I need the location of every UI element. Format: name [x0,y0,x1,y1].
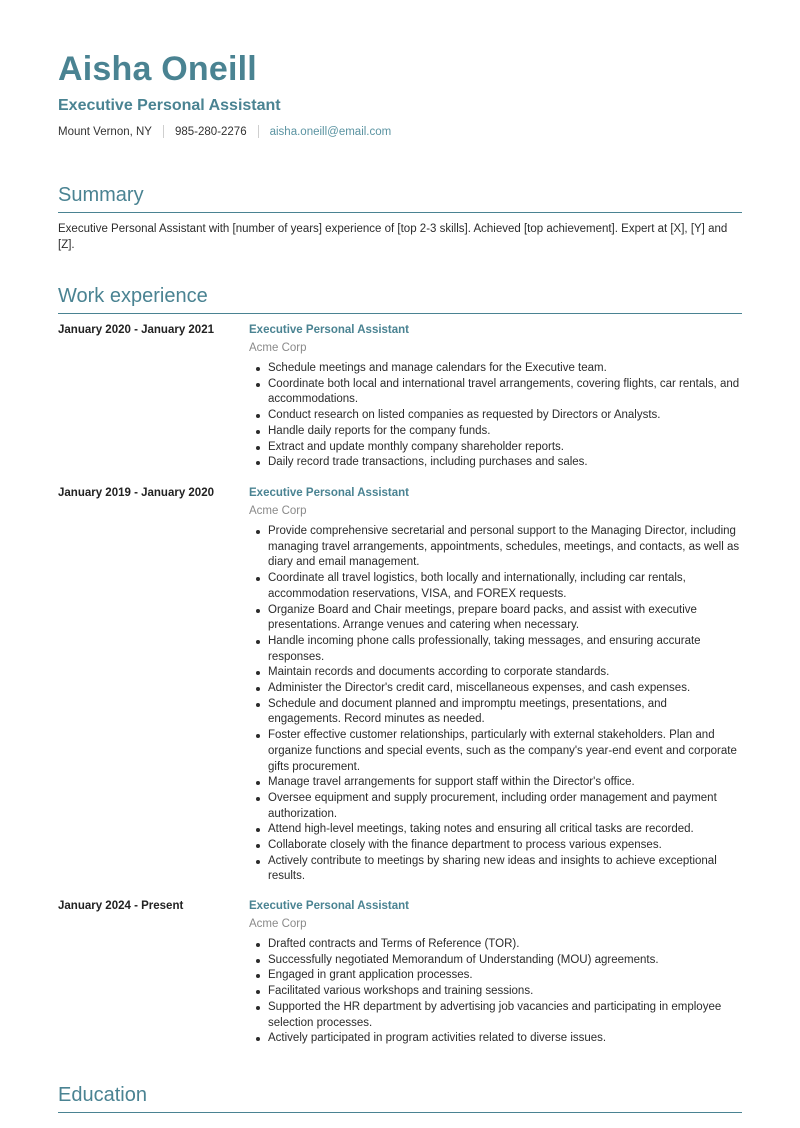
bullet-item: Extract and update monthly company shareholder reports. [249,440,742,456]
summary-section-header [58,184,742,213]
candidate-name: Aisha Oneill [58,50,257,88]
bullet-item: Provide comprehensive secretarial and personal support to the Managing Director, including managing travel arrangements, appointments, schedules, meetings, and contacts, as well as diary and email management. [249,524,742,571]
job-company: Acme Corp [249,505,307,517]
section-divider [58,212,742,213]
bullet-item: Facilitated various workshops and training sessions. [249,984,742,1000]
job-bullets [249,524,742,885]
bullet-item: Organize Board and Chair meetings, prepare board packs, and assist with executive presentations. Arrange venues and catering when necessary. [249,603,742,634]
bullet-item: Conduct research on listed companies as requested by Directors or Analysts. [249,408,742,424]
bullet-item: Drafted contracts and Terms of Reference (TOR). [249,937,742,953]
job-detail [249,487,742,885]
candidate-title: Executive Personal Assistant [58,97,281,114]
education-section-header [58,1084,742,1113]
contact-divider [258,125,259,138]
bullet-item: Schedule and document planned and impromptu meetings, presentations, and engagements. Record minutes as needed. [249,697,742,728]
bullet-item: Actively participated in program activities related to diverse issues. [249,1031,742,1047]
job-bullets [249,361,742,471]
experience-heading: Work experience [58,285,208,307]
bullet-item: Schedule meetings and manage calendars for the Executive team. [249,361,742,377]
job-role: Executive Personal Assistant [249,324,410,336]
bullet-item: Supported the HR department by advertising job vacancies and participating in employee selection processes. [249,1000,742,1031]
bullet-item: Maintain records and documents according to corporate standards. [249,665,742,681]
bullet-item: Foster effective customer relationships, particularly with external stakeholders. Plan and organize functions and special events, such as the company's year-end event and corporate gifts procurement. [249,728,742,775]
bullet-item: Actively contribute to meetings by sharing new ideas and insights to achieve exceptional results. [249,854,742,885]
summary-heading: Summary [58,184,144,206]
job-role: Executive Personal Assistant [249,487,410,499]
job-role: Executive Personal Assistant [249,900,410,912]
summary-text: Executive Personal Assistant with [number of years] experience of [top 2-3 skills]. Achieved [top achievement]. Expert at [X], [Y] and [Z]. [58,223,728,251]
education-heading: Education [58,1084,147,1106]
job-company: Acme Corp [249,342,307,354]
bullet-item: Coordinate both local and international travel arrangements, covering flights, car rentals, and accommodations. [249,377,742,408]
job-date: January 2019 - January 2020 [58,487,214,499]
section-divider [58,313,742,314]
contact-divider [163,125,164,138]
bullet-item: Oversee equipment and supply procurement, including order management and payment authorization. [249,791,742,822]
bullet-item: Administer the Director's credit card, miscellaneous expenses, and cash expenses. [249,681,742,697]
experience-section-header [58,285,742,314]
contact-line [58,125,391,138]
contact-phone: 985-280-2276 [174,125,247,138]
job-company: Acme Corp [249,918,307,930]
bullet-item: Coordinate all travel logistics, both locally and internationally, including car rentals, accommodation reservations, VISA, and FOREX requests. [249,571,742,602]
contact-location: Mount Vernon, NY [58,125,152,138]
bullet-item: Handle incoming phone calls professionally, taking messages, and ensuring accurate responses. [249,634,742,665]
section-divider [58,1112,742,1113]
job-detail [249,900,742,1047]
bullet-item: Successfully negotiated Memorandum of Understanding (MOU) agreements. [249,953,742,969]
bullet-item: Engaged in grant application processes. [249,968,742,984]
job-bullets [249,937,742,1047]
bullet-item: Handle daily reports for the company funds. [249,424,742,440]
bullet-item: Manage travel arrangements for support staff within the Director's office. [249,775,742,791]
job-date: January 2024 - Present [58,900,184,912]
bullet-item: Daily record trade transactions, including purchases and sales. [249,455,742,471]
job-detail [249,324,742,471]
job-date: January 2020 - January 2021 [58,324,214,336]
contact-email-link[interactable]: aisha.oneill@email.com [269,125,392,138]
bullet-item: Attend high-level meetings, taking notes and ensuring all critical tasks are recorded. [249,822,742,838]
bullet-item: Collaborate closely with the finance department to process various expenses. [249,838,742,854]
